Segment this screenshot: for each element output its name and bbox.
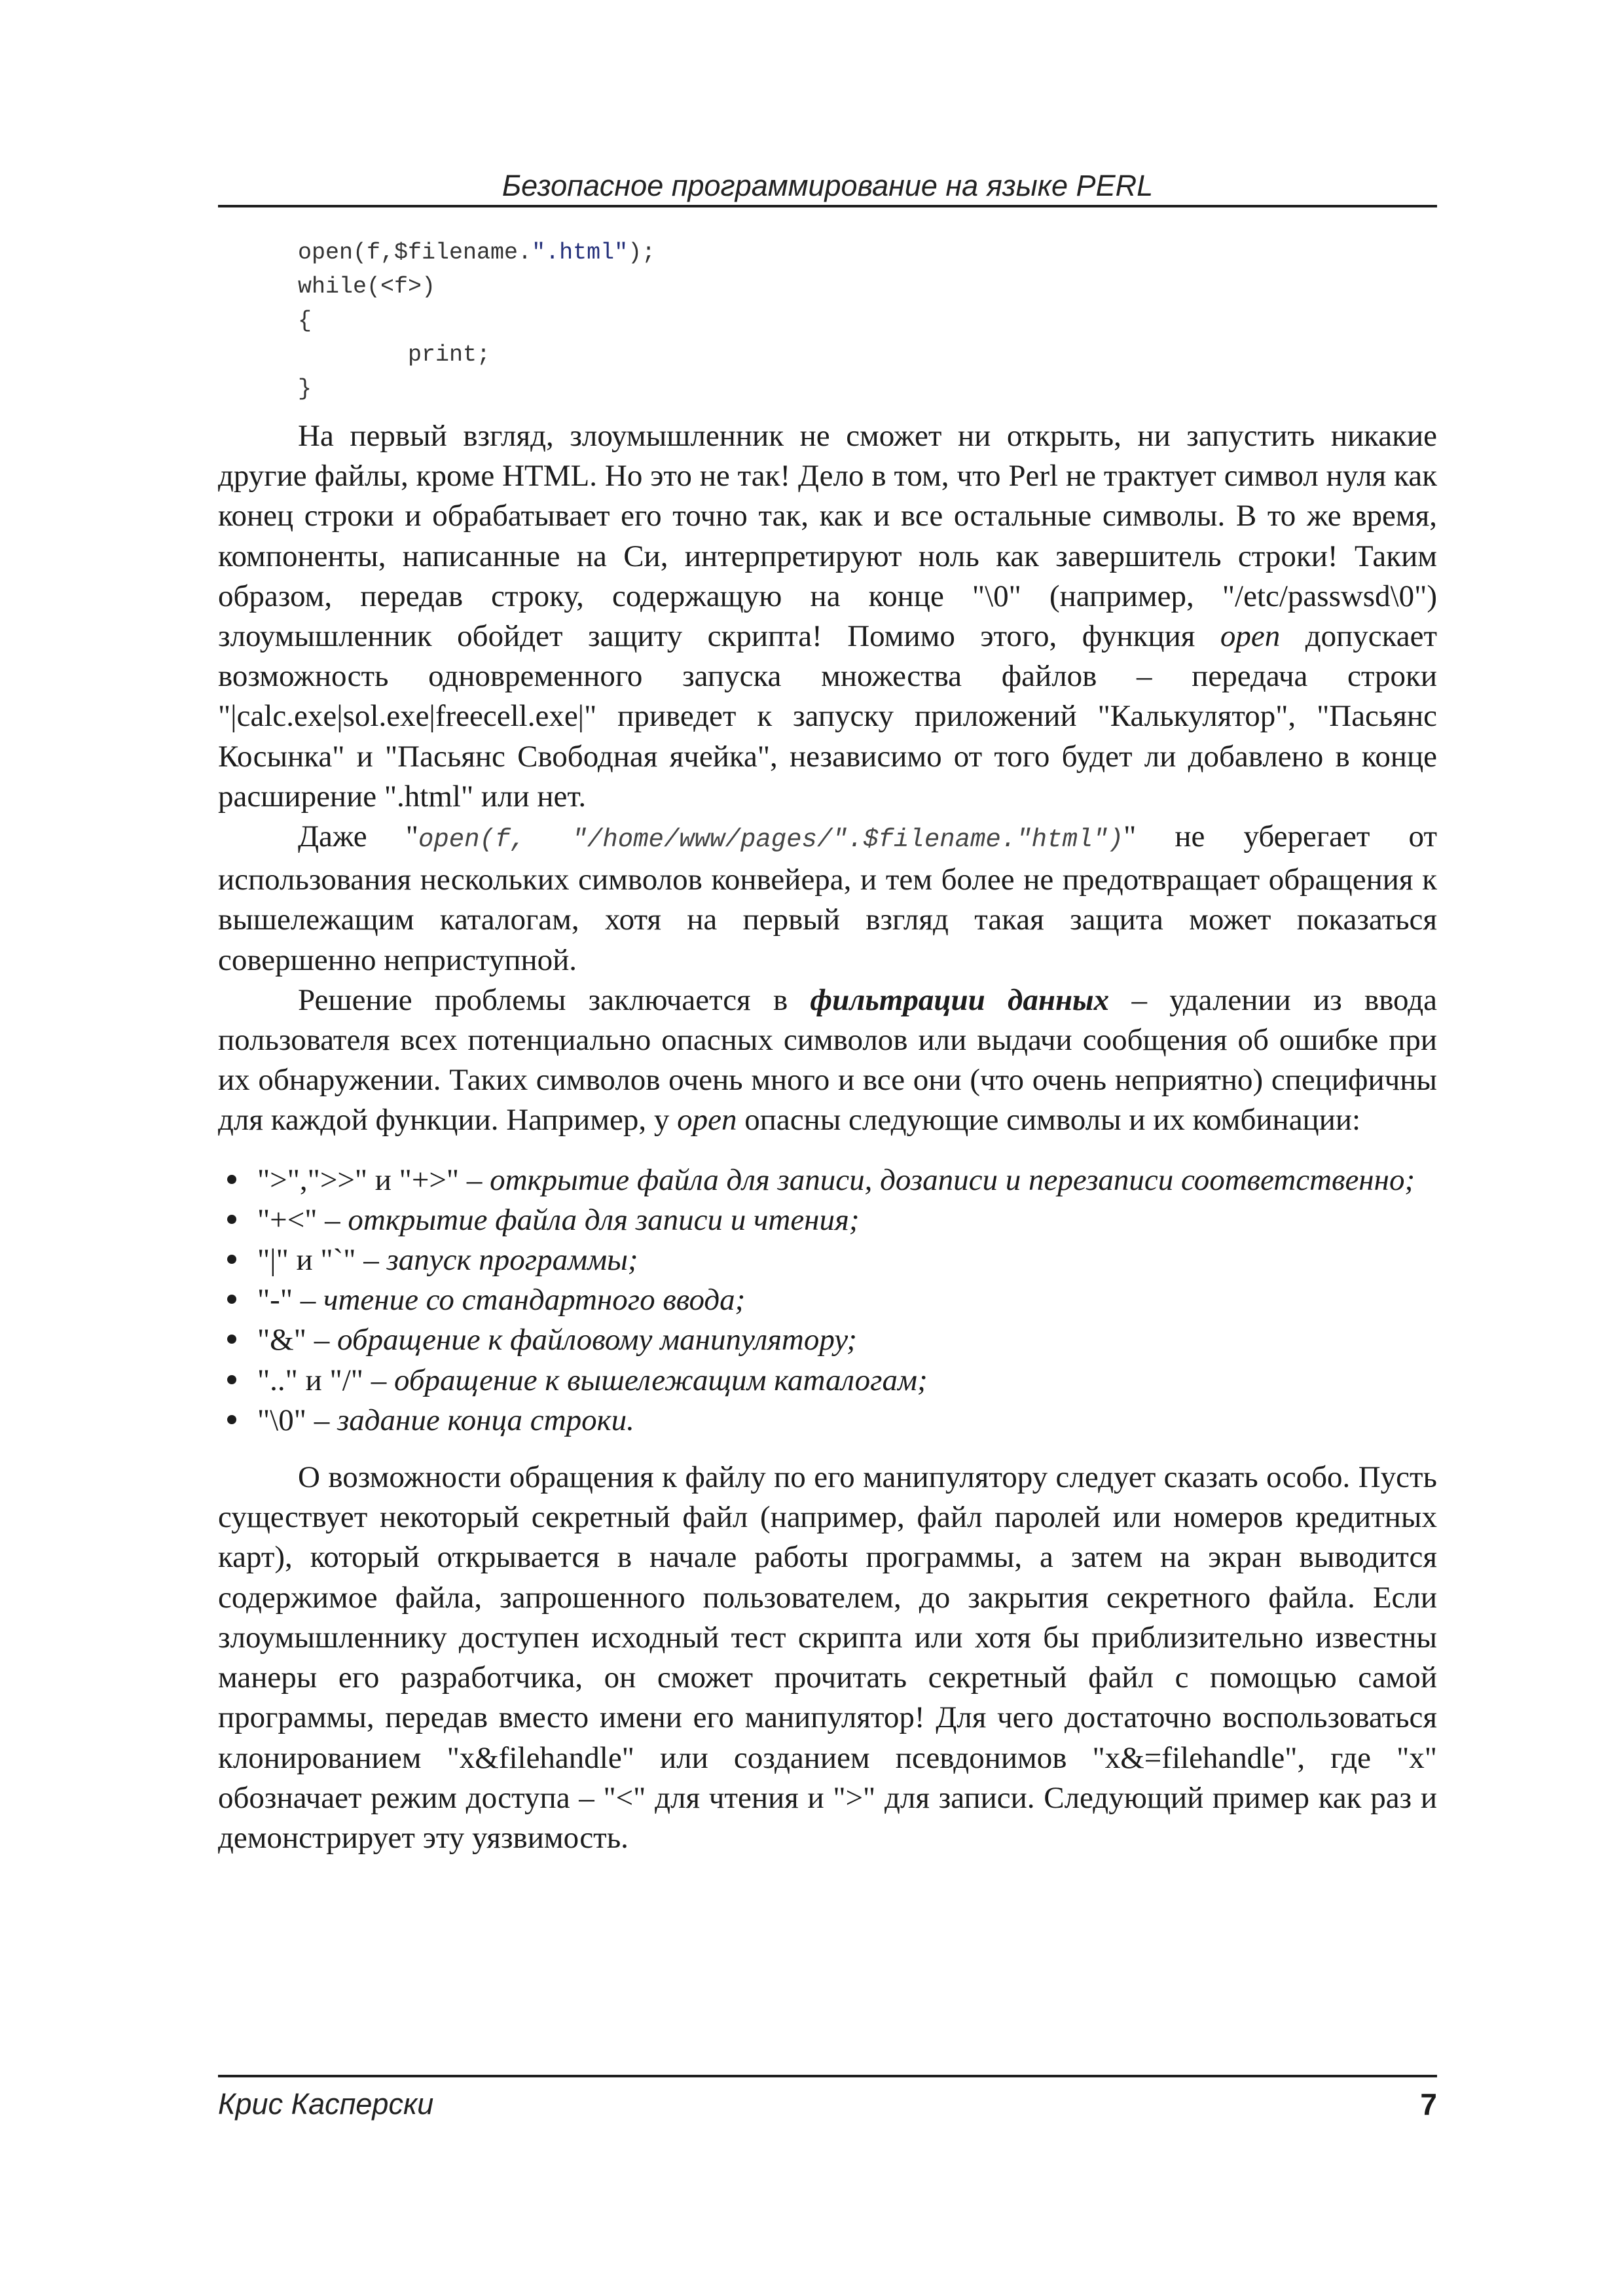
dangerous-symbols-list (218, 1160, 1437, 1441)
list-item: "+<" – открытие файла для записи и чтения; (257, 1200, 1437, 1240)
code-line: open(f,$filename.".html"); (298, 240, 656, 266)
code-line: } (298, 376, 312, 402)
list-item: "\0" – задание конца строки. (257, 1401, 1437, 1441)
code-block (298, 236, 655, 406)
list-item: "&" – обращение к файловому манипулятору; (257, 1320, 1437, 1360)
bullet-icon (227, 1295, 236, 1304)
bullet-icon (227, 1375, 236, 1384)
body-text (218, 416, 1437, 1858)
list-item: ".." и "/" – обращение к вышележащим каталогам; (257, 1361, 1437, 1401)
code-line: print; (298, 342, 491, 368)
footer-author: Крис Касперски (218, 2087, 434, 2121)
bullet-icon (227, 1415, 236, 1424)
list-item: ">",">>" и "+>" – открытие файла для записи, дозаписи и перезаписи соответственно; (257, 1160, 1437, 1200)
paragraph-null-byte: На первый взгляд, злоумышленник не сможет ни открыть, ни запустить никакие другие файлы, кроме HTML. Но это не так! Дело в том, что Perl не трактует символ нуля как конец строки и обрабатывает его точно так, как и все остальные символы. В то же время, компоненты, написанные на Си, интерпретируют ноль как завершитель строки! Таким образом, передав строку, содержащую на конце "\0" (например, "/etc/passwsd\0") злоумышленник обойдет защиту скрипта! Помимо этого, функция open допускает возможность одновременного запуска множества файлов – передача строки "|calc.exe|sol.exe|freecell.exe|" приведет к запуску приложений "Калькулятор", "Пасьянс Косынка" и "Пасьянс Свободная ячейка", независимо от того будет ли добавлено в конце расширение ".html" или нет. (218, 419, 1438, 814)
bullet-icon (227, 1175, 236, 1184)
list-item: "|" и "`" – запуск программы; (257, 1240, 1437, 1280)
paragraph-filehandle: О возможности обращения к файлу по его манипулятору следует сказать особо. Пусть существует некоторый секретный файл (например, файл паролей или номеров кредитных карт), который открывается в начале работы программы, а затем на экран выводится содержимое файла, запрошенного пользователем, до закрытия секретного файла. Если злоумышленнику доступен исходный тест скрипта или хотя бы приблизительно известны манеры его разработчика, он сможет прочитать секретный файл с помощью самой программы, передав вместо имени его манипулятор! Для чего достаточно воспользоваться клонированием "x&filehandle" или созданием псевдонимов "x&=filehandle", где "x" обозначает режим доступа – "<" для чтения и ">" для записи. Следующий пример как раз и демонстрирует эту уязвимость. (218, 1460, 1437, 1855)
paragraph-pipe: Даже "open(f, "/home/www/pages/".$filename."html")" не уберегает от использования нескольких символов конвейера, и тем более не предотвращает обращения к вышележащим каталогам, хотя на первый взгляд такая защита может показаться совершенно неприступной. (218, 819, 1437, 977)
code-line: while(<f>) (298, 274, 436, 300)
page-number: 7 (1420, 2087, 1437, 2121)
bullet-icon (227, 1255, 236, 1264)
bullet-icon (227, 1335, 236, 1344)
bullet-icon (227, 1215, 236, 1224)
paragraph-filtering: Решение проблемы заключается в фильтрации данных – удалении из ввода пользователя всех потенциально опасных символов или выдачи сообщения об ошибке при их обнаружении. Таких символов очень много и все они (что очень неприятно) специфичны для каждой функции. Например, у open опасны следующие символы и их комбинации: (218, 982, 1437, 1138)
running-header: Безопасное программирование на языке PERL (501, 169, 1154, 202)
header-rule (218, 205, 1437, 207)
footer-rule (218, 2075, 1437, 2077)
list-item: "-" – чтение со стандартного ввода; (257, 1280, 1437, 1320)
code-line: { (298, 308, 312, 334)
